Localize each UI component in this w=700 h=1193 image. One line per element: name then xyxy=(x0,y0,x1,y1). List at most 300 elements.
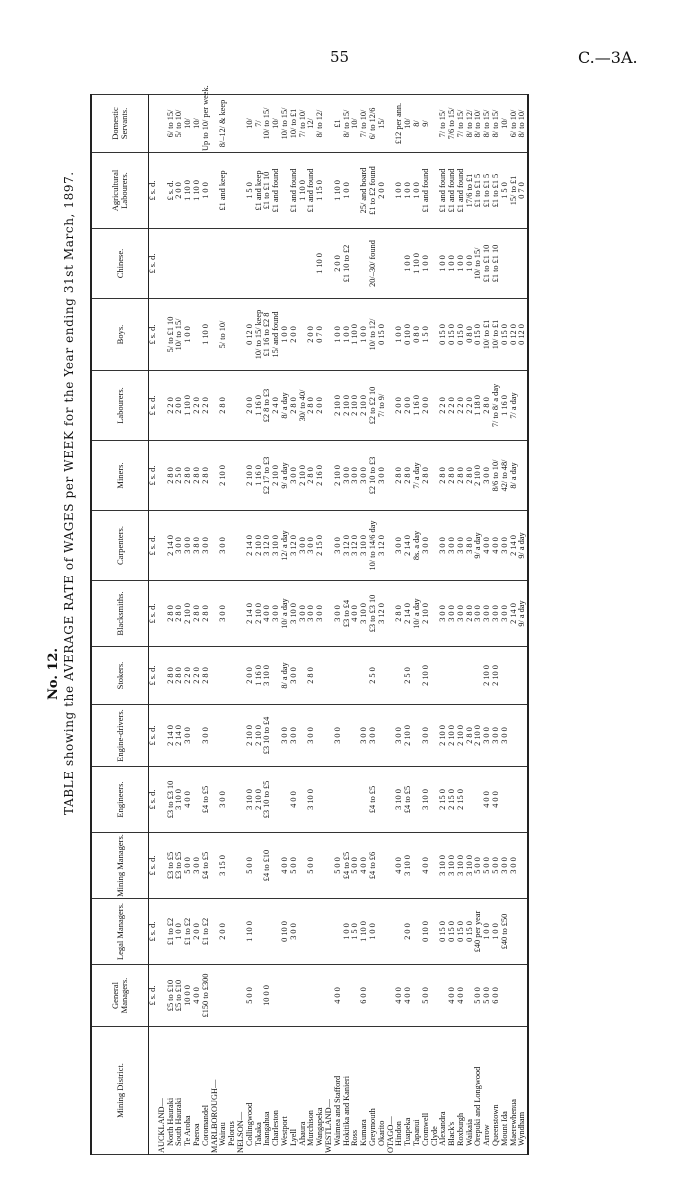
wage-cell: 0 7 0 xyxy=(316,299,325,371)
wage-cell: 3 8 0 xyxy=(193,511,202,581)
district-cell: MARLBOROUGH— xyxy=(211,1027,220,1155)
wage-cell: 2 10 0 xyxy=(483,647,492,705)
wage-cell: 1 10 0 xyxy=(413,229,422,299)
header-row xyxy=(91,95,149,1155)
wage-cell: 4 0 0 xyxy=(351,581,360,647)
wage-cell xyxy=(307,899,316,965)
wage-cell: 1 0 0 xyxy=(492,899,501,965)
wage-cell xyxy=(518,647,528,705)
wage-cell: 3 0 0 xyxy=(483,705,492,767)
wage-cell: 0 15 0 xyxy=(501,299,510,371)
wage-cell: 10/ to 14/6 day xyxy=(369,511,378,581)
wage-cell: 5 0 0 xyxy=(184,833,193,899)
wage-cell xyxy=(228,299,237,371)
wage-cell: 7/ xyxy=(255,95,264,153)
wage-cell: 3 0 0 xyxy=(290,441,299,511)
wage-cell xyxy=(228,153,237,229)
wage-cell: 2 8 0 xyxy=(290,371,299,441)
wage-cell xyxy=(246,229,255,299)
district-cell: South Hauraki xyxy=(175,1027,184,1155)
district-cell: Hindon xyxy=(395,1027,404,1155)
wage-cell: 17/6 to £1 xyxy=(466,153,475,229)
table-row xyxy=(202,95,211,1155)
wage-cell: 4 0 0 xyxy=(334,965,343,1027)
wage-cell: 3 0 0 xyxy=(299,581,308,647)
district-cell: Roxburgh xyxy=(457,1027,466,1155)
wage-cell: 1 0 0 xyxy=(343,153,352,229)
wage-cell: 2 8 0 xyxy=(219,371,228,441)
wage-cell xyxy=(518,965,528,1027)
wage-cell xyxy=(439,647,448,705)
wage-cell: 6/ to 10/ xyxy=(510,95,519,153)
wage-cell: 2 8 0 xyxy=(439,441,448,511)
wage-cell xyxy=(316,833,325,899)
wage-cell: £3 10 to £4 xyxy=(263,705,272,767)
wage-cell xyxy=(351,647,360,705)
wage-cell: 2 14 0 xyxy=(175,705,184,767)
wage-cell: 3 10 0 xyxy=(395,767,404,833)
table-row xyxy=(431,95,440,1155)
district-cell: AUCKLAND— xyxy=(158,1027,167,1155)
wage-cell: £1 to £1 10 xyxy=(263,153,272,229)
wage-cell: 1 5 0 xyxy=(501,153,510,229)
wage-cell: 9/ xyxy=(422,95,431,153)
table-row xyxy=(422,95,431,1155)
wage-cell xyxy=(378,767,387,833)
wage-cell: 0 8 0 xyxy=(466,299,475,371)
wage-cell: 3 0 0 xyxy=(492,705,501,767)
wage-cell: 0 15 0 xyxy=(448,899,457,965)
wage-cell: 3 0 0 xyxy=(360,441,369,511)
column-header: Agricultural Labourers. xyxy=(91,153,149,229)
wage-cell: 10/ xyxy=(184,95,193,153)
wage-cell xyxy=(316,767,325,833)
wage-cell: 2 0 0 xyxy=(422,371,431,441)
wage-cell: 1 10 0 xyxy=(299,153,308,229)
wage-cell: 0 8 0 xyxy=(413,299,422,371)
wage-cell: 4 0 0 xyxy=(360,833,369,899)
wage-cell xyxy=(457,647,466,705)
wage-cell xyxy=(387,899,396,965)
unit-cell: £ s. d. xyxy=(149,153,158,229)
table-row xyxy=(299,95,308,1155)
wage-cell: 2 2 0 xyxy=(466,371,475,441)
wage-cell xyxy=(378,229,387,299)
wage-cell: 3 10 0 xyxy=(290,581,299,647)
wage-cell: 2 2 0 xyxy=(193,647,202,705)
wage-cell: 1 10 0 xyxy=(202,299,211,371)
wage-cell: £1 to £1 5 xyxy=(492,153,501,229)
wage-cell xyxy=(510,767,519,833)
wage-cell: 3 10 0 xyxy=(272,511,281,581)
unit-cell: £ s. d. xyxy=(149,767,158,833)
wage-cell: 8/6 to 10/ xyxy=(492,441,501,511)
wage-cell xyxy=(184,229,193,299)
wage-cell: 3 0 0 xyxy=(175,511,184,581)
wage-cell xyxy=(351,229,360,299)
column-header: Mining District. xyxy=(91,1027,149,1155)
wage-cell: 2 10 0 xyxy=(255,767,264,833)
wage-cell: 0 15 0 xyxy=(466,899,475,965)
wage-cell: 15/ and found xyxy=(272,299,281,371)
wage-cell: 5 0 0 xyxy=(290,833,299,899)
wage-cell: 1 5 0 xyxy=(246,153,255,229)
wage-cell xyxy=(299,229,308,299)
wage-cell xyxy=(228,705,237,767)
page-number: 55 xyxy=(330,48,350,66)
wage-cell: 3 0 0 xyxy=(501,705,510,767)
wage-cell: 2 8 0 xyxy=(466,705,475,767)
wage-cell: 2 10 0 xyxy=(439,705,448,767)
wage-cell: 5 0 0 xyxy=(474,833,483,899)
wage-cell: £5 to £10 xyxy=(167,965,176,1027)
wage-cell: £4 to £5 xyxy=(343,833,352,899)
wage-cell: £3 to £5 xyxy=(175,833,184,899)
wage-cell: 2 10 0 xyxy=(184,581,193,647)
wage-cell: 2 2 0 xyxy=(439,371,448,441)
wage-cell xyxy=(448,647,457,705)
wage-cell: 4 0 0 xyxy=(281,833,290,899)
wage-cell: 2 8 0 xyxy=(422,441,431,511)
wage-cell: 9/ a day xyxy=(474,511,483,581)
wage-cell: 0 12 0 xyxy=(246,299,255,371)
wage-cell xyxy=(466,647,475,705)
wage-cell: 3 0 0 xyxy=(474,581,483,647)
wage-cell: 2 10 0 xyxy=(474,441,483,511)
wage-cell xyxy=(228,441,237,511)
wage-cell: 8/ a day xyxy=(281,371,290,441)
column-header: Boys. xyxy=(91,299,149,371)
wage-cell xyxy=(263,229,272,299)
table-row xyxy=(492,95,501,1155)
wage-cell: 3 0 0 xyxy=(334,511,343,581)
wage-cell: 10/ to 15/ xyxy=(474,229,483,299)
district-cell: Ahaura xyxy=(299,1027,308,1155)
wage-cell: 1 18 0 xyxy=(474,371,483,441)
wage-cell: 2 8 0 xyxy=(167,647,176,705)
wage-cell: 3 0 0 xyxy=(334,705,343,767)
wage-cell: 8/ to 15/ xyxy=(343,95,352,153)
wage-cell: 12/ a day xyxy=(281,511,290,581)
wage-cell: £1 to £2 found xyxy=(369,153,378,229)
wage-cell: 1 0 0 xyxy=(457,229,466,299)
wage-cell xyxy=(510,899,519,965)
wage-cell: 2 2 0 xyxy=(167,371,176,441)
wage-cell: 7/6 to 15/ xyxy=(448,95,457,153)
wage-cell: 5 0 0 xyxy=(483,965,492,1027)
wage-cell: 1 16 0 xyxy=(255,647,264,705)
wage-cell: 2 14 0 xyxy=(404,511,413,581)
wage-cell: £1 to £1 5 xyxy=(483,153,492,229)
district-cell: Orepuki and Longwood xyxy=(474,1027,483,1155)
wage-cell: 2 14 0 xyxy=(167,705,176,767)
table-row xyxy=(518,95,528,1155)
wage-cell: £4 to £5 xyxy=(202,767,211,833)
wage-cell: 2 14 0 xyxy=(510,581,519,647)
wage-cell: 9/ a day xyxy=(518,511,528,581)
wage-cell xyxy=(334,767,343,833)
wage-cell: 8/ to 12/ xyxy=(316,95,325,153)
wage-cell xyxy=(167,229,176,299)
wage-cell xyxy=(510,705,519,767)
wage-cell: £1 and found xyxy=(272,153,281,229)
wage-cell: 2 14 0 xyxy=(246,581,255,647)
wage-cell xyxy=(343,767,352,833)
district-cell: Kumara xyxy=(360,1027,369,1155)
wage-cell: 2 10 0 xyxy=(492,647,501,705)
wage-cell: 5 0 0 xyxy=(492,833,501,899)
unit-cell: £ s. d. xyxy=(149,705,158,767)
wage-cell: 3 10 0 xyxy=(246,767,255,833)
wage-cell xyxy=(510,965,519,1027)
wage-cell: 4 0 0 xyxy=(193,965,202,1027)
wage-cell xyxy=(158,229,167,299)
wage-cell: 10/ to £1 xyxy=(483,299,492,371)
wage-cell: 15/ xyxy=(378,95,387,153)
wage-cell: 4 0 0 xyxy=(483,511,492,581)
wage-cell: 1 0 0 xyxy=(369,899,378,965)
wage-cell: 1 0 0 xyxy=(483,899,492,965)
wage-cell xyxy=(228,767,237,833)
wage-cell: 4 0 0 xyxy=(492,767,501,833)
wage-cell xyxy=(272,767,281,833)
wage-cell: 2 0 0 xyxy=(404,899,413,965)
wage-cell: 1 16 0 xyxy=(501,371,510,441)
column-header: Engine-drivers. xyxy=(91,705,149,767)
district-cell: Greymouth xyxy=(369,1027,378,1155)
wage-cell: 1 0 0 xyxy=(413,153,422,229)
wage-cell: 4 0 0 xyxy=(492,511,501,581)
district-cell: Queenstown xyxy=(492,1027,501,1155)
wage-cell xyxy=(501,647,510,705)
wage-cell xyxy=(228,511,237,581)
wage-cell: 10/ to 15/ xyxy=(175,299,184,371)
wage-cell xyxy=(272,965,281,1027)
wage-cell: 8/–12/ & keep xyxy=(219,95,228,153)
wage-cell xyxy=(290,965,299,1027)
wage-cell: £1 and keep xyxy=(255,153,264,229)
wage-cell: 2 8 0 xyxy=(193,581,202,647)
wage-cell: 3 12 0 xyxy=(378,511,387,581)
wage-cell xyxy=(325,647,334,705)
wage-cell: 2 8 0 xyxy=(202,647,211,705)
wage-cell: 1 0 0 xyxy=(343,299,352,371)
district-cell: Tapanui xyxy=(413,1027,422,1155)
wage-cell xyxy=(518,705,528,767)
wage-cell: 3 0 0 xyxy=(492,581,501,647)
wage-cell: 4 0 0 xyxy=(290,767,299,833)
table-row xyxy=(378,95,387,1155)
column-header: Labourers. xyxy=(91,371,149,441)
wage-cell: 3 0 0 xyxy=(334,581,343,647)
wage-cell: 0 15 0 xyxy=(457,899,466,965)
wage-cell: £1 to £1 10 xyxy=(492,229,501,299)
wage-cell xyxy=(369,965,378,1027)
wage-cell xyxy=(193,229,202,299)
wage-cell: 2 10 0 xyxy=(255,581,264,647)
wage-cell: 2 2 0 xyxy=(202,371,211,441)
unit-cell xyxy=(149,95,158,153)
district-cell: Collingwood xyxy=(246,1027,255,1155)
wage-cell xyxy=(228,965,237,1027)
wage-cell: 1 10 0 xyxy=(334,153,343,229)
table-row xyxy=(501,95,510,1155)
wage-cell: 7/ to 9/ xyxy=(378,371,387,441)
wage-cell: 7/ to 15/ xyxy=(457,95,466,153)
wage-cell: 2 0 0 xyxy=(395,371,404,441)
table-row xyxy=(228,95,237,1155)
wage-cell: 10/ to 12/ xyxy=(369,299,378,371)
wage-cell xyxy=(316,647,325,705)
wage-cell xyxy=(378,965,387,1027)
wage-cell: £1 to £2 xyxy=(184,899,193,965)
wage-cell: 0 15 0 xyxy=(439,299,448,371)
wage-cell xyxy=(343,705,352,767)
wage-cell: 5 0 0 xyxy=(246,833,255,899)
wage-cell: 2 10 0 xyxy=(219,441,228,511)
wage-cell: 3 0 0 xyxy=(307,511,316,581)
wage-cell: £1 to £1 10 xyxy=(483,229,492,299)
wage-cell: 2 8 0 xyxy=(457,441,466,511)
wage-cell: 2 2 0 xyxy=(184,647,193,705)
wage-cell: 6/ to 12/6 xyxy=(369,95,378,153)
district-cell: Wairau xyxy=(219,1027,228,1155)
wage-cell: 5/ to 10/ xyxy=(175,95,184,153)
district-cell: NELSON— xyxy=(237,1027,246,1155)
wage-cell: 5 0 0 xyxy=(246,965,255,1027)
wage-cell: £1 and found xyxy=(457,153,466,229)
wage-cell: 1 10 0 xyxy=(316,229,325,299)
wage-cell: 1 0 0 xyxy=(281,299,290,371)
wage-cell xyxy=(219,705,228,767)
wage-cell xyxy=(387,647,396,705)
wage-cell: 1 0 0 xyxy=(395,299,404,371)
district-cell: Clyde xyxy=(431,1027,440,1155)
wage-cell: 0 7 0 xyxy=(518,153,528,229)
wage-cell: 2 10 0 xyxy=(255,705,264,767)
wage-cell: 0 15 0 xyxy=(474,299,483,371)
wage-cell: 4 0 0 xyxy=(395,965,404,1027)
wage-cell: 3 0 0 xyxy=(422,511,431,581)
wage-cell: £1 and found xyxy=(422,153,431,229)
wage-cell: 15/ to £1 xyxy=(510,153,519,229)
wage-cell: 2 8 0 xyxy=(167,441,176,511)
wage-cell: £3 to £3 10 xyxy=(167,767,176,833)
wage-cell: 1 0 0 xyxy=(448,229,457,299)
wage-cell: 1 0 0 xyxy=(395,153,404,229)
district-cell: Waimea and Stafford xyxy=(334,1027,343,1155)
wage-cell: 2 8 0 xyxy=(307,647,316,705)
wage-cell: Up to 10/ per week. xyxy=(200,85,210,151)
wage-cell: 3 0 0 xyxy=(501,833,510,899)
wage-cell xyxy=(228,229,237,299)
wage-cell xyxy=(263,899,272,965)
district-cell: Wangapeka xyxy=(316,1027,325,1155)
wage-cell: 6/ to 15/ xyxy=(167,95,176,153)
table-row xyxy=(457,95,466,1155)
wage-cell: 3 0 0 xyxy=(184,705,193,767)
unit-cell: £ s. d. xyxy=(149,899,158,965)
wage-cell: 2 0 0 xyxy=(404,371,413,441)
wage-cell: 1 0 0 xyxy=(360,299,369,371)
wage-cell: 1 0 0 xyxy=(422,229,431,299)
wage-cell xyxy=(211,705,220,767)
wage-cell: 2 8 0 xyxy=(395,581,404,647)
wage-cell: 10/ xyxy=(193,95,202,153)
wage-cell: 2 0 0 xyxy=(290,299,299,371)
wage-cell: £1 and found xyxy=(439,153,448,229)
wage-cell: 0 10 0 xyxy=(281,899,290,965)
unit-cell: £ s. d. xyxy=(149,229,158,299)
district-cell: Cromwell xyxy=(422,1027,431,1155)
wage-cell: 1 0 0 xyxy=(439,229,448,299)
wage-cell xyxy=(299,965,308,1027)
wage-cell: 1 16 0 xyxy=(255,371,264,441)
wage-cell: 2 0 0 xyxy=(193,899,202,965)
wage-cell: 2 8 0 xyxy=(175,647,184,705)
wage-cell: £1 10 to £2 xyxy=(343,229,352,299)
wage-cell: 2 14 0 xyxy=(510,511,519,581)
wage-cell: £1 and found xyxy=(307,153,316,229)
district-cell: Coromandel xyxy=(202,1027,211,1155)
wage-cell: £2 17 to £3 xyxy=(263,441,272,511)
wage-cell: 1 0 0 xyxy=(404,153,413,229)
wage-cell: 3 0 0 xyxy=(448,511,457,581)
wage-cell: 2 0 0 xyxy=(246,647,255,705)
wage-cell: 2 10 0 xyxy=(448,705,457,767)
table-row xyxy=(316,95,325,1155)
district-cell: Takaka xyxy=(255,1027,264,1155)
wage-cell: 3 0 0 xyxy=(457,581,466,647)
wage-cell: 2 8 0 xyxy=(483,371,492,441)
wage-cell: £1 and found xyxy=(448,153,457,229)
wage-cell: 5/ to £1 10 xyxy=(167,299,176,371)
wage-cell xyxy=(272,229,281,299)
wage-cell: 10/ xyxy=(246,95,255,153)
wage-cell: 3 0 0 xyxy=(316,581,325,647)
wage-cell: 3 0 0 xyxy=(290,899,299,965)
column-header: Stokers. xyxy=(91,647,149,705)
wage-cell xyxy=(202,229,211,299)
wage-cell: 2 10 0 xyxy=(360,371,369,441)
wage-cell: 2 0 0 xyxy=(307,299,316,371)
column-header: Chinese. xyxy=(91,229,149,299)
wage-cell xyxy=(281,229,290,299)
unit-cell: £ s. d. xyxy=(149,299,158,371)
wage-cell xyxy=(510,647,519,705)
column-header: Legal Managers. xyxy=(91,899,149,965)
wage-cell xyxy=(237,229,246,299)
wage-cell xyxy=(510,229,519,299)
wage-cell: 10/ to 15/ xyxy=(281,95,290,153)
district-cell: Charleston xyxy=(272,1027,281,1155)
column-header: General Managers. xyxy=(91,965,149,1027)
wage-cell: 10/ xyxy=(351,95,360,153)
wage-cell xyxy=(228,899,237,965)
district-cell: Ross xyxy=(351,1027,360,1155)
wage-cell: 3 0 0 xyxy=(219,511,228,581)
wage-cell: 2 15 0 xyxy=(439,767,448,833)
wage-cell: 2 10 0 xyxy=(474,705,483,767)
wage-cell: 9/ a day xyxy=(518,581,528,647)
wage-cell: 10/ xyxy=(404,95,413,153)
wage-cell: 3 0 0 xyxy=(219,581,228,647)
wage-cell xyxy=(228,371,237,441)
unit-cell: £ s. d. xyxy=(149,441,158,511)
wage-cell: 10/ xyxy=(272,95,281,153)
wage-cell: 2 10 0 xyxy=(457,705,466,767)
wage-cell: 2 14 0 xyxy=(167,511,176,581)
